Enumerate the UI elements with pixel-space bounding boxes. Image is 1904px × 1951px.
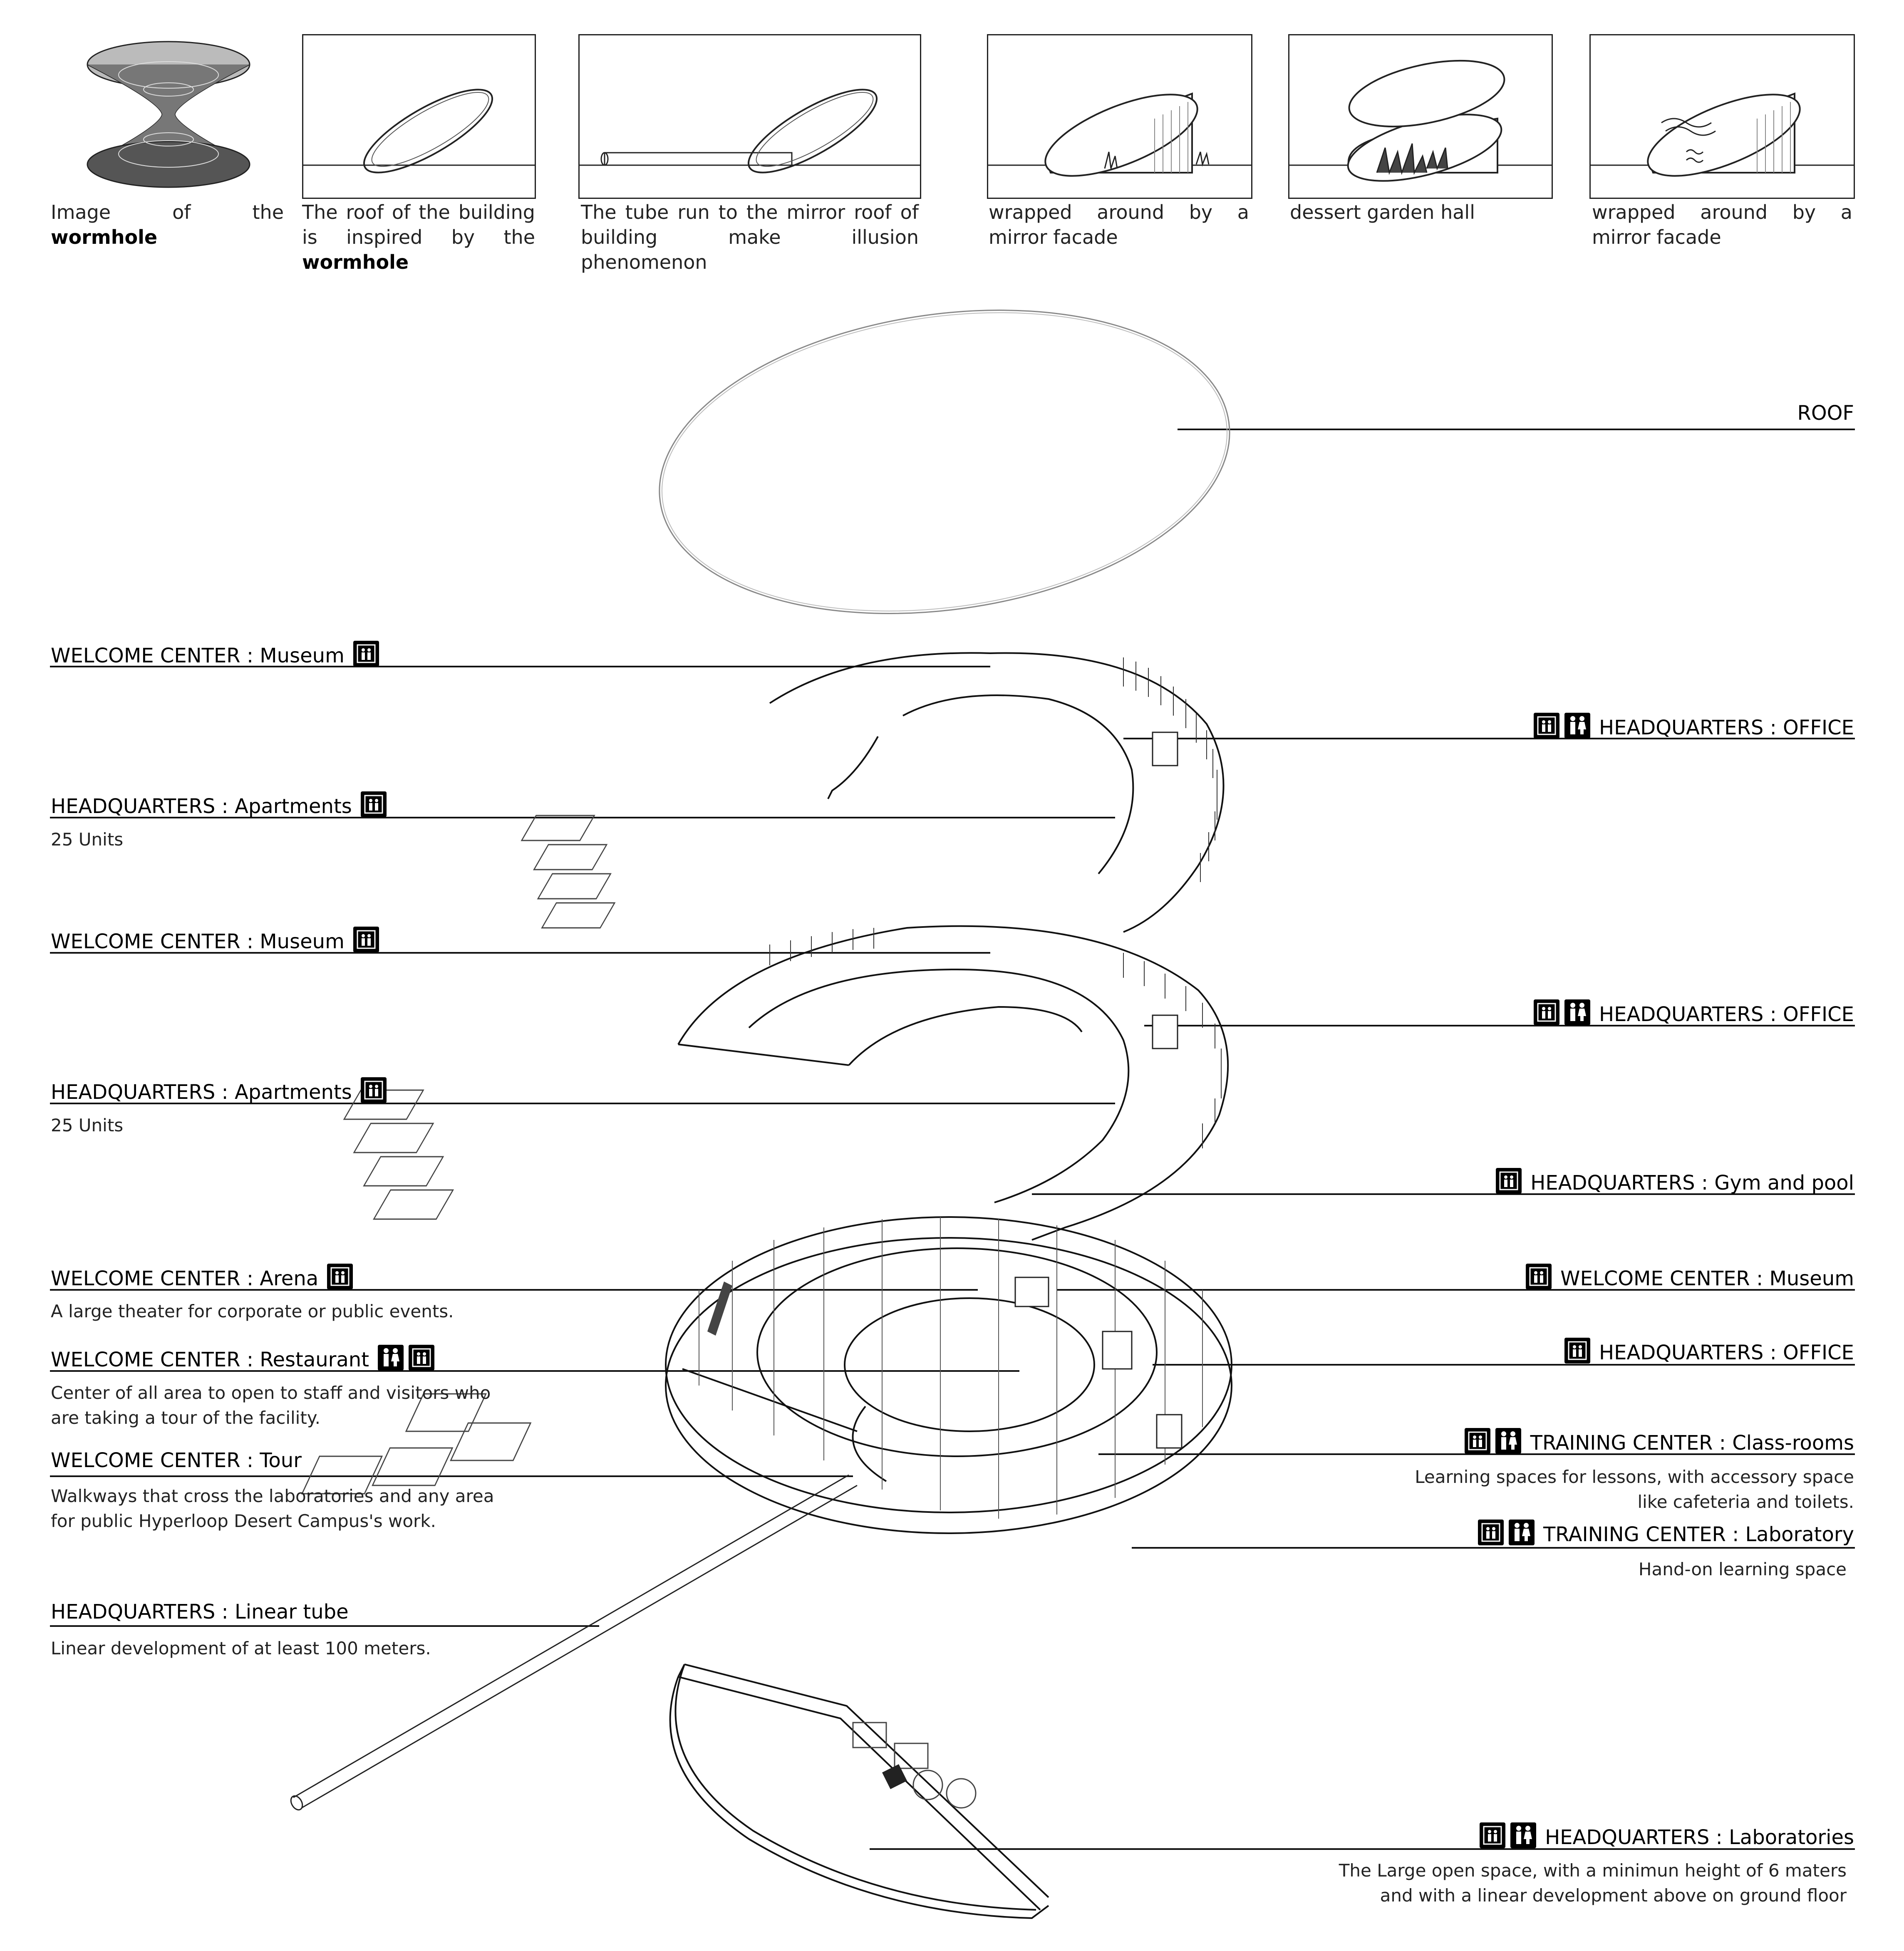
label-l1-office: HEADQUARTERS : OFFICE [1531,713,1854,739]
label-l3-restaurant: WELCOME CENTER : Restaurant [51,1345,437,1371]
label-l2-apartments: HEADQUARTERS : Apartments [51,1077,389,1104]
label-linear-tube: HEADQUARTERS : Linear tube [51,1600,349,1624]
elevator-icon [1534,713,1559,739]
caption-garden: dessert garden hall [1290,201,1475,223]
elevator-icon [353,641,379,667]
elevator-icon [361,791,387,817]
restroom-icon [378,1345,404,1371]
elevator-icon [327,1264,353,1289]
elevator-icon [1526,1264,1552,1289]
elevator-icon [1564,1338,1590,1363]
elevator-icon [361,1077,387,1103]
elevator-icon [1534,999,1559,1025]
elevator-icon [1465,1428,1490,1454]
elevator-icon [1496,1168,1522,1194]
caption-facade2: wrapped around by a mirror facade [1592,201,1852,248]
desc-l3-tour: Walkways that cross the laboratories and any area for public Hyperloop Desert Campus's work. [51,1486,494,1531]
label-l1-museum: WELCOME CENTER : Museum [51,641,382,667]
restroom-icon [1564,713,1590,739]
caption-wormhole: Image of the wormhole [51,201,284,248]
caption-roof: The roof of the building is inspired by the wormhole [302,201,535,273]
caption-tube: The tube run to the mirror roof of building make illusion phenomenon [581,201,919,273]
desc-l3-laboratory: Hand-on learning space [1638,1559,1847,1579]
desc-l3-classrooms: Learning spaces for lessons, with accessory space like cafeteria and toilets. [1415,1467,1854,1512]
desc-l3-arena: A large theater for corporate or public events. [51,1301,454,1321]
label-l3-office: HEADQUARTERS : OFFICE [1562,1338,1854,1364]
restroom-icon [1495,1428,1521,1454]
elevator-icon [409,1345,434,1371]
desc-l1-apartments: 25 Units [51,829,124,850]
restroom-icon [1509,1520,1535,1545]
label-l3-museum: WELCOME CENTER : Museum [1523,1264,1854,1290]
label-l3-classrooms: TRAINING CENTER : Class-rooms [1462,1428,1854,1455]
desc-laboratories: The Large open space, with a minimun height of 6 maters and with a linear development above on ground floor [1339,1860,1847,1906]
desc-l3-restaurant: Center of all area to open to staff and visitors who are taking a tour of the facility. [51,1383,491,1428]
label-l2-museum: WELCOME CENTER : Museum [51,927,382,953]
caption-facade: wrapped around by a mirror facade [989,201,1249,248]
label-l3-laboratory: TRAINING CENTER : Laboratory [1475,1520,1854,1546]
label-l3-tour: WELCOME CENTER : Tour [51,1449,302,1472]
desc-linear-tube: Linear development of at least 100 meters. [51,1638,431,1658]
elevator-icon [353,927,379,952]
label-l1-apartments: HEADQUARTERS : Apartments [51,791,389,818]
label-roof: ROOF [1797,402,1854,425]
label-laboratories: HEADQUARTERS : Laboratories [1477,1822,1854,1849]
restroom-icon [1564,999,1590,1025]
desc-l2-apartments: 25 Units [51,1115,124,1135]
elevator-icon [1480,1822,1505,1848]
label-l2-gym: HEADQUARTERS : Gym and pool [1493,1168,1854,1195]
restroom-icon [1510,1822,1536,1848]
elevator-icon [1478,1520,1504,1545]
label-l2-office: HEADQUARTERS : OFFICE [1531,999,1854,1026]
label-l3-arena: WELCOME CENTER : Arena [51,1264,355,1290]
